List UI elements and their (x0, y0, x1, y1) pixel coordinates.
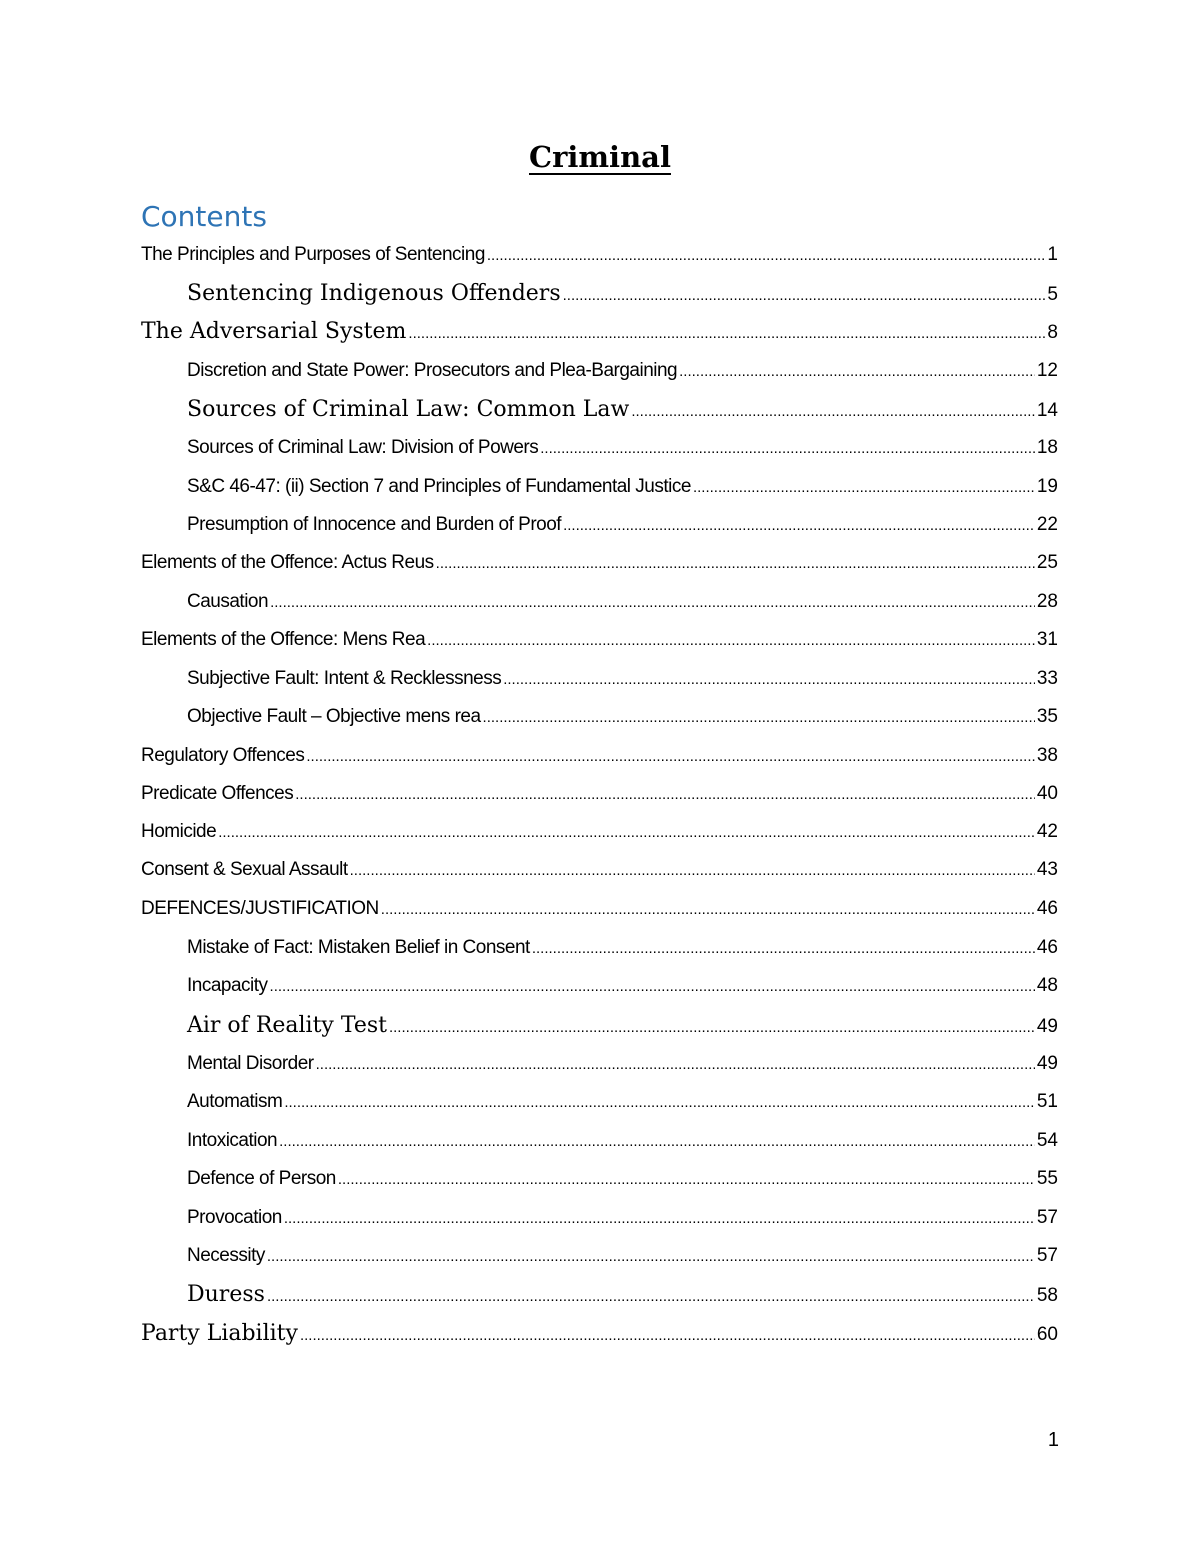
toc-leader (270, 594, 1035, 611)
toc-leader (503, 671, 1035, 688)
toc-entry-title: Objective Fault – Objective mens rea (187, 706, 481, 727)
contents-heading: Contents (141, 200, 267, 233)
toc-leader (487, 247, 1046, 264)
toc-entry-page: 49 (1036, 1053, 1058, 1074)
toc-leader (306, 748, 1035, 765)
toc-entry[interactable] (187, 476, 1058, 498)
toc-leader (540, 440, 1035, 457)
toc-entry-page: 51 (1036, 1091, 1058, 1112)
toc-leader (218, 824, 1035, 841)
toc-entry[interactable] (187, 706, 1058, 728)
toc-entry-page: 31 (1036, 629, 1058, 650)
toc-entry[interactable] (187, 1207, 1058, 1229)
toc-leader (350, 862, 1035, 879)
toc-entry-title: Predicate Offences (141, 783, 294, 804)
toc-entry[interactable] (187, 1245, 1058, 1267)
toc-leader (427, 632, 1035, 649)
toc-entry[interactable] (187, 591, 1058, 613)
toc-entry-title: Provocation (187, 1207, 282, 1228)
toc-entry[interactable] (187, 1130, 1058, 1152)
toc-entry-page: 25 (1036, 552, 1058, 573)
toc-entry-page: 57 (1036, 1245, 1058, 1266)
toc-entry-title: Subjective Fault: Intent & Recklessness (187, 668, 502, 689)
toc-entry-title: Air of Reality Test (187, 1013, 387, 1038)
toc-entry[interactable] (141, 319, 1058, 344)
toc-leader (563, 287, 1046, 304)
toc-entry[interactable] (187, 1091, 1058, 1113)
toc-entry-title: Elements of the Offence: Actus Reus (141, 552, 434, 573)
toc-leader (270, 978, 1035, 995)
toc-leader (284, 1094, 1035, 1111)
toc-leader (267, 1288, 1035, 1305)
toc-leader (300, 1327, 1035, 1344)
toc-entry-title: DEFENCES/JUSTIFICATION (141, 898, 379, 919)
toc-entry-title: Mental Disorder (187, 1053, 314, 1074)
toc-entry-title: Causation (187, 591, 269, 612)
toc-leader (389, 1019, 1035, 1036)
toc-entry-page: 55 (1036, 1168, 1058, 1189)
toc-entry-page: 49 (1036, 1016, 1058, 1037)
toc-entry-page: 18 (1036, 437, 1058, 458)
toc-entry[interactable] (187, 937, 1058, 959)
toc-entry-page: 58 (1036, 1285, 1058, 1306)
toc-entry-page: 12 (1036, 360, 1058, 381)
toc-entry[interactable] (141, 821, 1058, 843)
toc-entry-page: 57 (1036, 1207, 1058, 1228)
toc-entry[interactable] (187, 281, 1058, 306)
page-number: 1 (1047, 1429, 1059, 1451)
toc-entry-page: 14 (1036, 400, 1058, 421)
toc-entry[interactable] (141, 745, 1058, 767)
toc-entry-page: 1 (1047, 244, 1058, 265)
toc-entry[interactable] (187, 397, 1058, 422)
toc-leader (338, 1171, 1035, 1188)
toc-entry[interactable] (187, 668, 1058, 690)
toc-leader (381, 901, 1035, 918)
toc-entry-title: Necessity (187, 1245, 265, 1266)
toc-entry[interactable] (187, 1282, 1058, 1307)
toc-leader (693, 479, 1035, 496)
toc-entry-page: 42 (1036, 821, 1058, 842)
toc-entry-title: Duress (187, 1282, 265, 1307)
toc-entry-page: 28 (1036, 591, 1058, 612)
toc-entry-title: The Principles and Purposes of Sentencing (141, 244, 485, 265)
toc-entry-page: 19 (1036, 476, 1058, 497)
toc-leader (279, 1133, 1035, 1150)
toc-entry-title: Homicide (141, 821, 217, 842)
toc-entry-title: Automatism (187, 1091, 283, 1112)
document-title: Criminal (529, 140, 671, 174)
toc-leader (483, 709, 1035, 726)
toc-entry[interactable] (187, 975, 1058, 997)
toc-leader (563, 517, 1035, 534)
toc-entry-title: Mistake of Fact: Mistaken Belief in Consent (187, 937, 530, 958)
toc-entry-page: 33 (1036, 668, 1058, 689)
toc-entry[interactable] (141, 898, 1058, 920)
toc-entry-title: Party Liability (141, 1321, 298, 1346)
toc-entry-page: 35 (1036, 706, 1058, 727)
toc-leader (267, 1248, 1035, 1265)
toc-entry-title: Presumption of Innocence and Burden of Proof (187, 514, 562, 535)
toc-entry-title: Elements of the Offence: Mens Rea (141, 629, 426, 650)
toc-entry[interactable] (187, 1013, 1058, 1038)
toc-entry-title: Defence of Person (187, 1168, 336, 1189)
toc-entry[interactable] (187, 1053, 1058, 1075)
toc-entry[interactable] (187, 437, 1058, 459)
toc-leader (408, 325, 1045, 342)
toc-entry-title: Discretion and State Power: Prosecutors and Plea-Bargaining (187, 360, 678, 381)
toc-entry[interactable] (141, 629, 1058, 651)
toc-leader (532, 940, 1035, 957)
toc-entry[interactable] (187, 514, 1058, 536)
toc-entry-title: Sources of Criminal Law: Common Law (187, 397, 630, 422)
toc-entry[interactable] (141, 783, 1058, 805)
toc-entry-title: The Adversarial System (141, 319, 407, 344)
toc-entry[interactable] (187, 360, 1058, 382)
toc-entry-title: Consent & Sexual Assault (141, 859, 348, 880)
toc-entry-page: 40 (1036, 783, 1058, 804)
toc-entry[interactable] (141, 244, 1058, 266)
toc-entry-title: Intoxication (187, 1130, 278, 1151)
toc-entry[interactable] (141, 552, 1058, 574)
toc-entry-page: 5 (1047, 284, 1058, 305)
toc-entry[interactable] (187, 1168, 1058, 1190)
toc-leader (295, 786, 1035, 803)
toc-entry-page: 22 (1036, 514, 1058, 535)
toc-entry-page: 60 (1036, 1324, 1058, 1345)
toc-entry-page: 54 (1036, 1130, 1058, 1151)
toc-entry-title: Incapacity (187, 975, 268, 996)
toc-entry[interactable] (141, 859, 1058, 881)
toc-entry-page: 8 (1047, 322, 1058, 343)
toc-entry-page: 46 (1036, 898, 1058, 919)
toc-entry-page: 46 (1036, 937, 1058, 958)
toc-leader (679, 363, 1035, 380)
toc-leader (284, 1210, 1035, 1227)
toc-entry-title: Sources of Criminal Law: Division of Powers (187, 437, 539, 458)
toc-entry-title: Regulatory Offences (141, 745, 305, 766)
toc-leader (436, 555, 1035, 572)
toc-entry-title: Sentencing Indigenous Offenders (187, 281, 561, 306)
toc-entry-page: 38 (1036, 745, 1058, 766)
toc-entry-page: 48 (1036, 975, 1058, 996)
toc-leader (631, 403, 1035, 420)
toc-entry-title: S&C 46-47: (ii) Section 7 and Principles of Fundamental Justice (187, 476, 691, 497)
toc-entry[interactable] (141, 1321, 1058, 1346)
toc-leader (316, 1056, 1035, 1073)
toc-entry-page: 43 (1036, 859, 1058, 880)
